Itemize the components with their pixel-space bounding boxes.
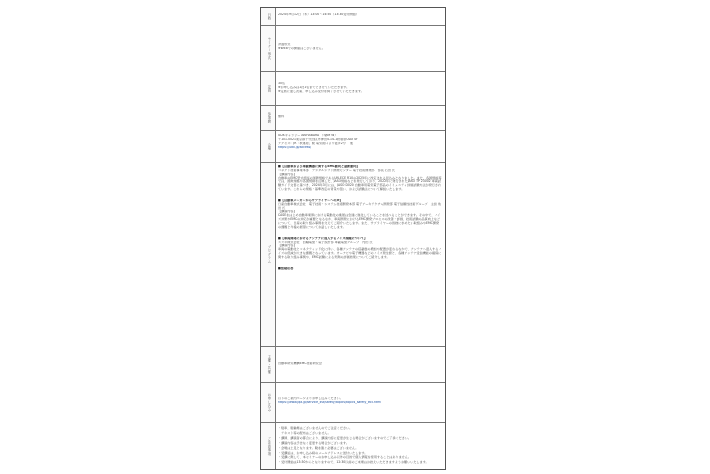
note-item: ・受講証は、お申し込み時のメールアドレスに送付いたします。 [278,450,368,455]
row-content [278,423,442,469]
row-application [261,383,445,423]
text-line: 〒101-0021東京都千代田区外神田4-14-1秋葉原UDX 4F [278,137,358,141]
row-content [278,72,442,105]
row-notes [261,423,445,469]
program-section-title: ■【車両開発におけるアンテナに混入するノイズ課題について】 [278,236,368,240]
row-label: 参加費 [261,106,276,130]
row-content [278,163,442,346]
row-seminar-format [261,26,445,72]
text-line: 【講演内容】 [278,172,297,176]
application-link[interactable]: https://www.jqa.jp/service_list/safety/topics/topics_safety_t65.html [278,400,382,404]
program-section-title: ■【自動車メーカーからサプライヤーへの声】 [278,198,343,202]
program-section-body: 車両の電動化とコネクティッド化に伴い、各種アンテナの搭載数の増加や配置が変わるなかで、アンテナへ混入するノイズの低減が大きな課題となっています。カーナビや電子機器などのノイズ発生源と、各種アンテナ受信機能の確保に関する取り組み事例や、EMC試験による実際の評価結果についてご紹介します。 [278,247,442,259]
note-item: ・駐車、駐輪場はございませんのでご注意ください。 [278,426,353,430]
row-content [278,8,442,25]
note-item: ・講演内容は予告なく変更する場合がございます。 [278,440,349,445]
note-item: ・講師、講演者の都合により、講演内容に変更が生じる場合がございますのでご了承ください。 [278,435,412,440]
row-label: 主催・共催 [261,347,276,382]
row-content [278,383,442,422]
seminar-info-table [260,7,446,470]
row-program [261,163,445,347]
text-line: アクセス：JR「秋葉原」駅 電気街口より徒歩2分 他 [278,141,353,145]
row-fee [261,106,445,131]
text-line: コネクト技術事業本部 デジタルシフト開発センター 電子技術開発部 部長 石田 氏 [278,168,396,172]
row-label: 日時 [261,8,276,25]
text-line: 自動車研究機構EMC技術研究会 [278,362,322,365]
note-item: ・会場は土足となります。靴を脱ぐ必要はございません。 [278,445,359,450]
row-label: プログラム [261,163,276,346]
program-section-body: CASEをはじめ自動車業界における電動化の進展は急速に進化していることを述べることができます。その中で、ノイズ対策やEMCの対応が重要となるなか、車両開発におけるEMC開発プロセスの改善・評価、技術試験の品質向上などについて、日産の取り組み事例を交えてご紹介いたします。また、サプライヤーの皆様に求めたい取組みやEMC開発の課題と今後の展望についてお話しいたします。 [278,213,441,229]
row-label: セミナー形式 [261,26,276,71]
row-label: 定員 [261,72,276,105]
text-line: ※お申し込みは1社1名までとさせていただきます。 [278,85,350,89]
note-item: ・受付開始は13:30からとなりますので、12:30以前のご来場はお控えいただきますようお願いいたします。 [278,460,429,465]
text-line: 無料 [278,115,285,118]
row-venue [261,131,445,163]
row-organizer [261,347,445,383]
text-line: 対面形式 [278,43,291,46]
row-content [278,131,442,162]
row-content [278,26,442,71]
row-label: ご注意事項 [261,423,276,469]
text-line: ※定員に達し次第、申し込み受付を終了させていただきます。 [278,89,364,93]
text-line: 2024年9月12日（木）13:00～14:50（13:30受付開始） [278,13,359,16]
row-capacity [261,72,445,106]
program-section-title: ■【自動車および車載機器に関するEMC動向と最新動向】 [278,165,360,168]
program-section-body: 自動車のEMC型式認証の国際規格であるUN-ECE R10の2025年に改定される見込みとなりました。また、各国規格等では、国際規格や各国規制を反映した、JASO規格などを発行しており、2022年に発行されたJASO TP 23002 車両試験ガイド文書に基づき、2024年3月には、JASO D020 自動車用電気電子部品のイミュニティ評価試験方法が発行されています。これらの規格・基準改定の背景や狙い、および試験法について解説いたします。 [278,175,442,192]
text-line: 【講演内容】 [278,210,297,214]
text-line: UDXギャラリー AKIHABARA （Type W） [278,134,338,137]
note-item: テキスト等の配布はございません。 [278,430,331,435]
row-datetime [261,8,445,26]
row-label: お申し込み [261,383,276,422]
text-line: ※WEBでの開催はございません。 [278,46,326,50]
access-link[interactable]: https://udx.jp/access/ [278,145,312,149]
row-content [278,347,442,382]
note-item: ・受講に際して、本セミナーのお申し込み以外の目的で個人情報を使用することはありません。 [278,455,412,460]
qa-label: ■質疑応答 [278,266,294,270]
text-line: 30名 [278,82,286,85]
row-label: 会場 [261,131,276,162]
text-line: スズキ株式会社 四輪電装・電子設計部 車載電装グループ 内田 氏 [278,240,373,244]
text-line: 以下のご案内ページよりお申し込みください。 [278,397,343,400]
text-line: 日産自動車株式会社 電子技術・システム技術開発本部 電子アーキテクチャ開発部 電子信頼性技術グループ 主担 角田 氏 [278,201,441,210]
text-line: 【講演内容】 [278,244,297,248]
row-content [278,106,442,130]
